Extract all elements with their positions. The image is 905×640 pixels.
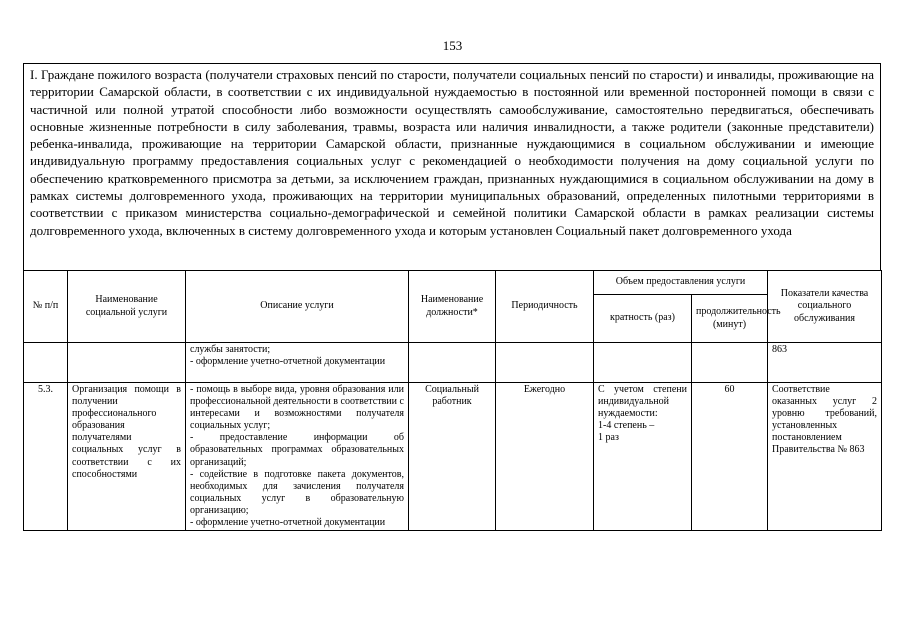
cont-multiplicity [594, 343, 692, 383]
cont-duration [692, 343, 768, 383]
row-multiplicity-count: 1 раз [598, 432, 619, 444]
cont-position [409, 343, 496, 383]
services-table [23, 270, 882, 531]
row-quality: Соответствие оказанных услуг 2 уровню требований, установленных постановлением Правительства № 863 [768, 383, 882, 531]
row-multiplicity-text: С учетом степени индивидуальной нуждаемости: [598, 384, 687, 420]
cont-periodicity [496, 343, 594, 383]
row-multiplicity-degree: 1-4 степень – [598, 420, 655, 432]
cont-description-line: службы занятости; [190, 344, 271, 355]
header-position: Наименование должности* [409, 271, 496, 343]
header-num: № п/п [24, 271, 68, 343]
table-row [24, 383, 882, 531]
row-duration: 60 [692, 383, 768, 531]
header-multiplicity: кратность (раз) [594, 295, 692, 343]
row-description-line: - предоставление информации об образовательных программах образовательных организаций; [190, 432, 404, 468]
header-name: Наименование социальной услуги [68, 271, 186, 343]
row-periodicity: Ежегодно [496, 383, 594, 531]
row-description [186, 383, 409, 531]
page-number: 153 [442, 38, 463, 53]
section-title: I. Граждане пожилого возраста (получатели страховых пенсий по старости, получатели социальных пенсий по старости) и инвалиды, проживающие на территории Самарской области, в соответствии с их индивидуальной нуждаемостью в постоянной или временной посторонней помощи в связи с частичной или полной утратой способности либо возможности осуществлять самообслуживание, самостоятельно передвигаться, обеспечивать основные жизненные потребности в силу заболевания, травмы, возраста или наличия инвалидности, а также родители (законные представители) ребенка-инвалида, проживающие на территории Самарской области, признанные нуждающимися в социальном обслуживании и имеющие индивидуальную программу предоставления социальных услуг с рекомендацией о необходимости получения на дому социальной услуги по обеспечению кратковременного присмотра за детьми, за исключением граждан, признанных нуждающимися в социальном обслуживании на дому в рамках системы долговременного ухода, проживающих на территории муниципальных образований, определенных пилотными территориями в соответствии с приказом министерства социально-демографической и семейной политики Самарской области в рамках реализации системы долговременного ухода, включенных в систему долговременного ухода и которым установлен Социальный пакет долговременного ухода [23, 63, 881, 271]
header-description: Описание услуги [186, 271, 409, 343]
row-position: Социальный работник [409, 383, 496, 531]
cont-description-line: - оформление учетно-отчетной документации [190, 356, 386, 368]
row-num: 5.3. [24, 383, 68, 531]
header-quality: Показатели качества социального обслуживания [768, 271, 882, 343]
row-name: Организация помощи в получении профессионального образования получателями социальных услуг в соответствии с их способностями [68, 383, 186, 531]
table-row [24, 343, 882, 383]
row-multiplicity [594, 383, 692, 531]
cont-quality: 863 [768, 343, 882, 383]
cont-num [24, 343, 68, 383]
table-header-row [24, 271, 882, 295]
cont-name [68, 343, 186, 383]
cont-description [186, 343, 409, 383]
row-description-line: - помощь в выборе вида, уровня образования или профессиональной деятельности в соответствии с интересами и возможностями получателя социальных услуг; [190, 384, 404, 432]
row-description-line: - оформление учетно-отчетной документации [190, 517, 386, 529]
header-duration: продолжительность (минут) [692, 295, 768, 343]
header-volume: Объем предоставления услуги [594, 271, 768, 295]
row-description-line: - содействие в подготовке пакета документов, необходимых для зачисления получателя социальных услуг в образовательную организацию; [190, 468, 404, 516]
header-periodicity: Периодичность [496, 271, 594, 343]
